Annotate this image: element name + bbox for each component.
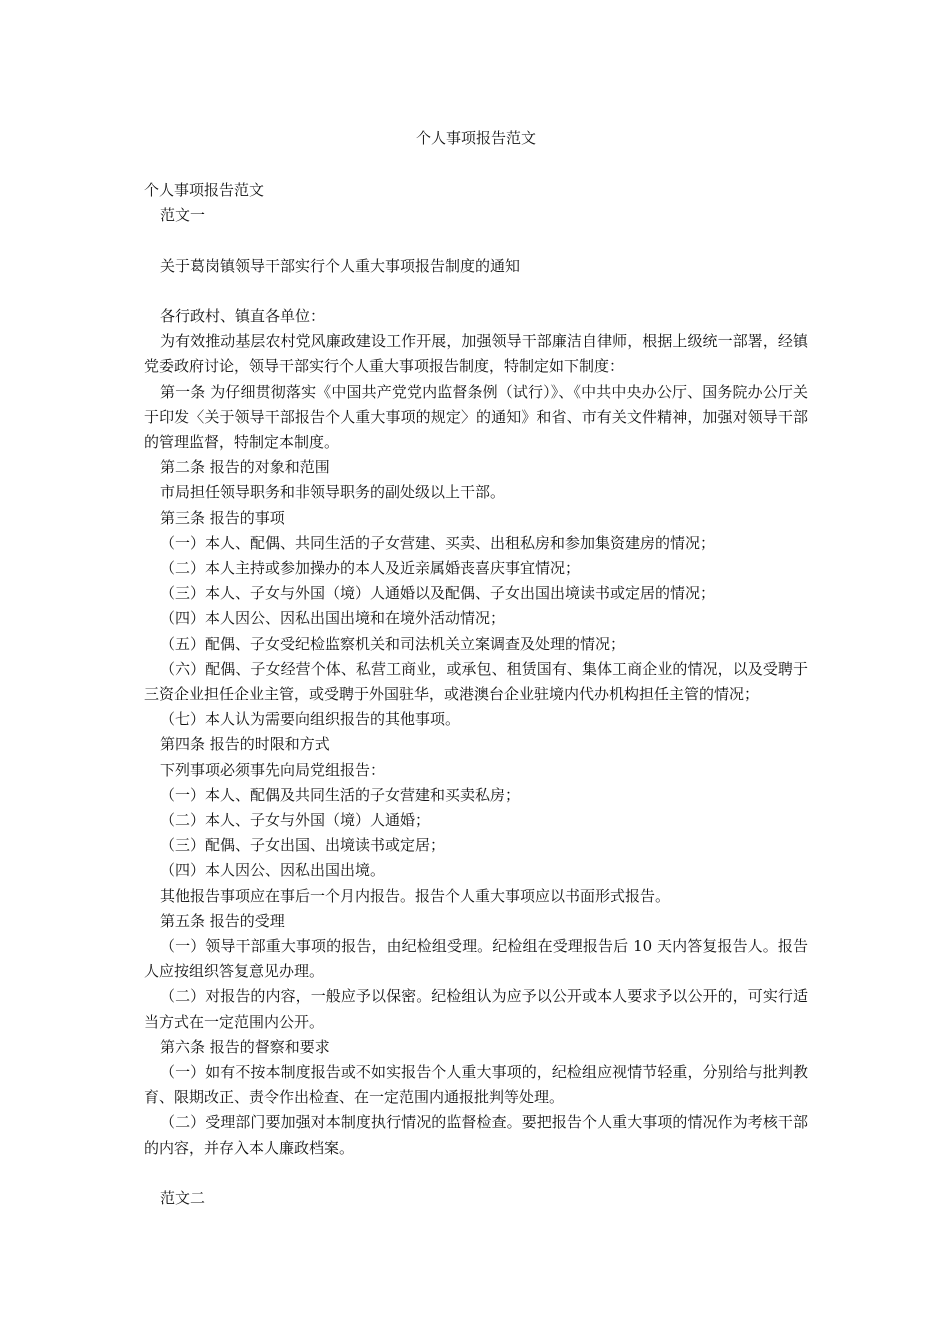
- paragraph: （三）配偶、子女出国、出境读书或定居；: [160, 836, 446, 855]
- blank-line: [144, 1161, 808, 1186]
- paragraph: 范文一: [160, 206, 206, 225]
- paragraph: （一）本人、配偶及共同生活的子女营建和买卖私房；: [160, 785, 521, 804]
- document-page: [144, 0, 808, 1344]
- paragraph: （一）如有不按本制度报告或不如实报告个人重大事项的，纪检组应视情节轻重，分别给与批判教育、限期改正、责令作出检查、在一定范围内通报批判等处理。: [144, 1063, 808, 1107]
- document-title: 个人事项报告范文: [415, 129, 536, 147]
- blank-line: [144, 228, 808, 253]
- paragraph: 为有效推动基层农村党风廉政建设工作开展，加强领导干部廉洁自律师，根据上级统一部署，经镇党委政府讨论，领导干部实行个人重大事项报告制度，特制定如下制度：: [144, 332, 808, 376]
- blank-line: [144, 279, 808, 304]
- paragraph: 第二条 报告的对象和范围: [160, 458, 330, 477]
- paragraph: 市局担任领导职务和非领导职务的副处级以上干部。: [160, 483, 506, 502]
- paragraph: 关于葛岗镇领导干部实行个人重大事项报告制度的通知: [160, 256, 521, 275]
- paragraph: 其他报告事项应在事后一个月内报告。报告个人重大事项应以书面形式报告。: [160, 886, 671, 905]
- paragraph: （二）本人主持或参加操办的本人及近亲属婚丧喜庆事宜情况；: [160, 559, 581, 578]
- paragraph: （五）配偶、子女受纪检监察机关和司法机关立案调查及处理的情况；: [160, 634, 626, 653]
- paragraph: 第三条 报告的事项: [160, 508, 285, 527]
- paragraph: 下列事项必须事先向局党组报告：: [160, 760, 386, 779]
- paragraph: 第六条 报告的督察和要求: [160, 1037, 330, 1056]
- paragraph: （六）配偶、子女经营个体、私营工商业，或承包、租赁国有、集体工商企业的情况，以及受聘于三资企业担任企业主管，或受聘于外国驻华，或港澳台企业驻境内代办机构担任主管的情况；: [144, 659, 808, 704]
- paragraph: （二）对报告的内容，一般应予以保密。纪检组认为应予以公开或本人要求予以公开的，可实行适当方式在一定范围内公开。: [144, 987, 808, 1031]
- paragraph: （一）领导干部重大事项的报告，由纪检组受理。纪检组在受理报告后 10 天内答复报告人。报告人应按组织答复意见办理。: [144, 937, 808, 981]
- paragraph: 各行政村、镇直各单位：: [160, 306, 326, 325]
- paragraph: 范文二: [160, 1189, 206, 1208]
- paragraph: 第一条 为仔细贯彻落实《中国共产党党内监督条例（试行）》、《中共中央办公厅、国务院办公厅关于印发〈关于领导干部报告个人重大事项的规定〉的通知》和省、市有关文件精神，加强对领导干部的管理监督，特制定本制度。: [144, 382, 808, 451]
- paragraph: 第五条 报告的受理: [160, 911, 285, 930]
- paragraph: 第四条 报告的时限和方式: [160, 735, 330, 754]
- paragraph: 个人事项报告范文: [144, 181, 265, 199]
- paragraph: （七）本人认为需要向组织报告的其他事项。: [160, 710, 461, 729]
- paragraph: （一）本人、配偶、共同生活的子女营建、买卖、出租私房和参加集资建房的情况；: [160, 533, 716, 552]
- paragraph: （二）本人、子女与外国（境）人通婚；: [160, 811, 431, 830]
- paragraph: （四）本人因公、因私出国出境和在境外活动情况；: [160, 609, 506, 628]
- paragraph: （四）本人因公、因私出国出境。: [160, 861, 386, 880]
- paragraph: （二）受理部门要加强对本制度执行情况的监督检查。要把报告个人重大事项的情况作为考核干部的内容，并存入本人廉政档案。: [144, 1113, 808, 1157]
- document-body: [144, 178, 808, 1211]
- paragraph: （三）本人、子女与外国（境）人通婚以及配偶、子女出国出境读书或定居的情况；: [160, 584, 716, 603]
